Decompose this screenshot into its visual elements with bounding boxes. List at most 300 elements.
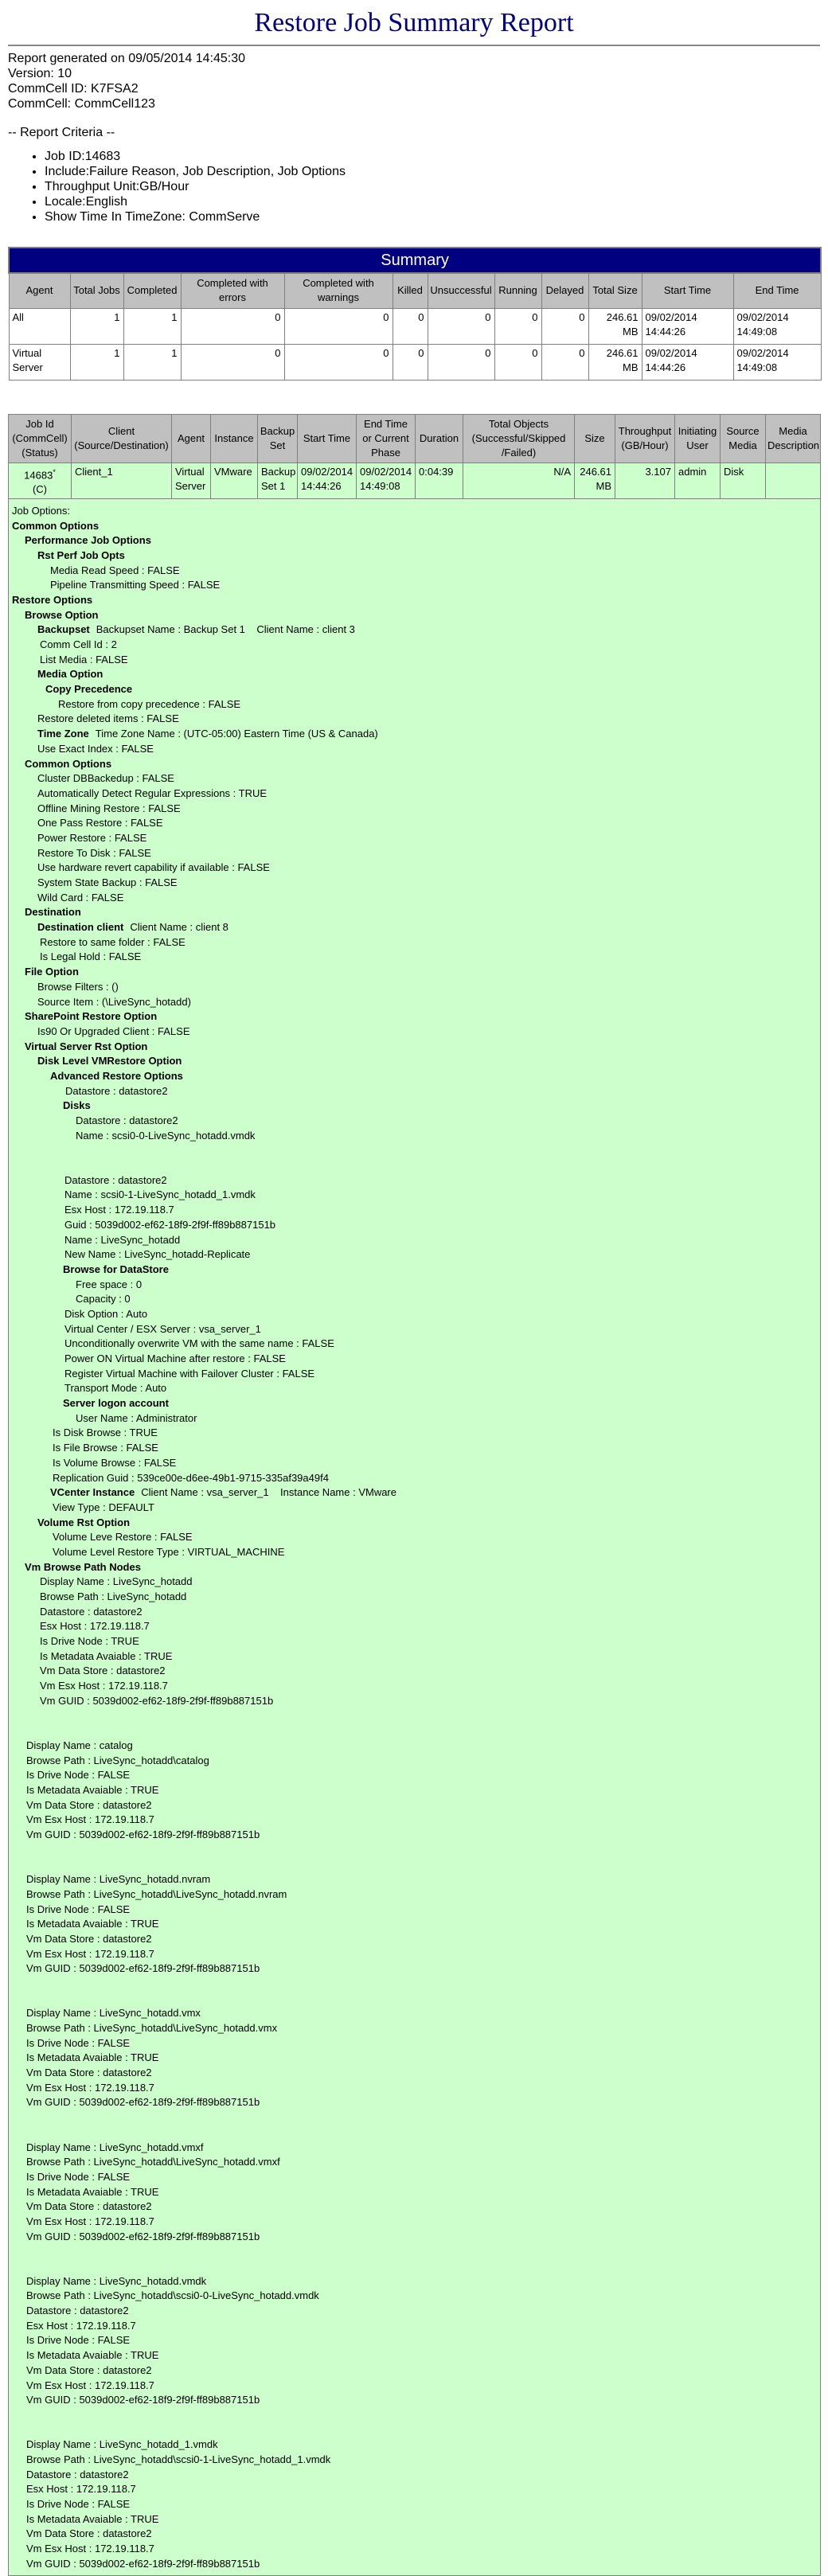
option-line bbox=[12, 2542, 817, 2557]
option-line bbox=[12, 1560, 817, 1575]
options-spacer bbox=[12, 2408, 817, 2437]
option-text: Capacity : 0 bbox=[76, 1293, 131, 1306]
option-text: Volume Leve Restore : FALSE bbox=[53, 1531, 193, 1544]
cell-completed-warnings: 0 bbox=[284, 308, 393, 344]
summary-title: Summary bbox=[9, 248, 821, 273]
col-header: Total Size bbox=[588, 273, 642, 308]
option-text: Browse Path : LiveSync_hotadd\scsi0-0-LiveSync_hotadd.vmdk bbox=[26, 2289, 319, 2302]
criteria-item: • Show Time In TimeZone: CommServe bbox=[45, 209, 820, 224]
option-text: Volume Level Restore Type : VIRTUAL_MACHINE bbox=[53, 1545, 285, 1558]
option-text: Use hardware revert capability if available : FALSE bbox=[37, 861, 270, 874]
option-heading: Server logon account bbox=[63, 1397, 169, 1410]
option-text: Vm Data Store : datastore2 bbox=[26, 2363, 152, 2376]
option-line bbox=[12, 1233, 817, 1248]
option-heading: File Option bbox=[25, 966, 79, 978]
col-header: Delayed bbox=[541, 273, 588, 308]
option-text: Offline Mining Restore : FALSE bbox=[37, 802, 181, 814]
option-line bbox=[12, 1754, 817, 1769]
option-text: Source Item : (\LiveSync_hotadd) bbox=[37, 995, 191, 1008]
option-text: Vm Data Store : datastore2 bbox=[26, 1932, 152, 1945]
job-id-link[interactable]: 14683 bbox=[24, 468, 53, 481]
option-line bbox=[12, 2141, 817, 2156]
option-text: Job Options: bbox=[12, 504, 70, 517]
col-header: Completed bbox=[123, 273, 181, 308]
option-text: Restore To Disk : FALSE bbox=[37, 846, 151, 859]
option-text: Datastore : datastore2 bbox=[26, 2305, 129, 2317]
option-line bbox=[12, 1263, 817, 1278]
cell-initiating-user: admin bbox=[675, 463, 721, 498]
option-line bbox=[12, 2468, 817, 2483]
col-header: Throughput (GB/Hour) bbox=[615, 414, 675, 463]
option-text: Media Read Speed : FALSE bbox=[50, 564, 180, 576]
cell-end-time: 09/02/2014 14:49:08 bbox=[733, 344, 821, 380]
col-header: Client (Source/Destination) bbox=[72, 414, 172, 463]
option-text: Display Name : catalog bbox=[26, 1739, 133, 1751]
job-options-cell bbox=[9, 498, 821, 2575]
option-heading: Copy Precedence bbox=[45, 683, 133, 696]
option-line bbox=[12, 727, 817, 742]
option-line bbox=[12, 1322, 817, 1337]
cell-delayed: 0 bbox=[541, 344, 588, 380]
cell-job-id bbox=[9, 463, 72, 498]
option-line bbox=[12, 876, 817, 891]
option-line bbox=[12, 1590, 817, 1605]
option-text: Vm Data Store : datastore2 bbox=[26, 2067, 152, 2079]
option-line bbox=[12, 2036, 817, 2051]
option-line bbox=[12, 697, 817, 712]
option-line bbox=[12, 1129, 817, 1144]
option-line bbox=[12, 905, 817, 920]
option-text: Is90 Or Upgraded Client : FALSE bbox=[37, 1025, 190, 1037]
option-line bbox=[12, 861, 817, 876]
option-line bbox=[12, 1396, 817, 1411]
option-line bbox=[12, 564, 817, 579]
option-text: Is Metadata Avaiable : TRUE bbox=[26, 1783, 159, 1796]
option-line bbox=[12, 1798, 817, 1813]
option-line bbox=[12, 533, 817, 548]
option-text: Esx Host : 172.19.118.7 bbox=[26, 2483, 136, 2496]
options-spacer bbox=[12, 1143, 817, 1173]
option-text: List Media : FALSE bbox=[40, 653, 128, 665]
option-line bbox=[12, 1783, 817, 1798]
option-line bbox=[12, 2215, 817, 2230]
option-text: Datastore : datastore2 bbox=[64, 1173, 167, 1186]
cell-unsuccessful: 0 bbox=[428, 344, 494, 380]
option-line bbox=[12, 2348, 817, 2363]
option-text: Cluster DBBackedup : FALSE bbox=[37, 772, 174, 785]
option-line bbox=[12, 771, 817, 786]
option-line bbox=[12, 1664, 817, 1679]
option-line bbox=[12, 2453, 817, 2468]
criteria-heading: -- Report Criteria -- bbox=[8, 126, 115, 139]
option-line bbox=[12, 1679, 817, 1694]
option-text: Vm Esx Host : 172.19.118.7 bbox=[26, 2215, 154, 2227]
option-line bbox=[12, 1307, 817, 1322]
option-heading: Common Options bbox=[12, 519, 100, 532]
option-line bbox=[12, 1471, 817, 1486]
cell-total-objects: N/A bbox=[463, 463, 575, 498]
option-text: Disk Option : Auto bbox=[64, 1307, 148, 1320]
job-table bbox=[8, 414, 821, 2576]
option-line bbox=[12, 2333, 817, 2348]
commcell-name: CommCell: CommCell123 bbox=[8, 97, 155, 111]
col-header: Instance bbox=[211, 414, 258, 463]
option-line bbox=[12, 593, 817, 608]
option-detail: Backupset Name : Backup Set 1 Client Name : client 3 bbox=[96, 623, 355, 636]
option-text: Datastore : datastore2 bbox=[40, 1605, 143, 1618]
summary-table bbox=[8, 247, 822, 381]
cell-start-time: 09/02/2014 14:44:26 bbox=[642, 308, 733, 344]
option-line bbox=[12, 995, 817, 1010]
col-header: Source Media bbox=[721, 414, 766, 463]
option-line bbox=[12, 1292, 817, 1307]
cell-source-media: Disk bbox=[721, 463, 766, 498]
title-divider bbox=[8, 45, 820, 46]
cell-running: 0 bbox=[494, 344, 541, 380]
option-text: Vm Data Store : datastore2 bbox=[40, 1665, 166, 1677]
option-heading: Disks bbox=[63, 1099, 91, 1112]
option-text: Is Drive Node : FALSE bbox=[26, 2498, 131, 2511]
col-header: Start Time bbox=[298, 414, 357, 463]
option-line bbox=[12, 1649, 817, 1665]
option-line bbox=[12, 2304, 817, 2319]
option-line bbox=[12, 846, 817, 861]
col-header: Initiating User bbox=[675, 414, 721, 463]
option-text: One Pass Restore : FALSE bbox=[37, 817, 163, 829]
option-heading: Browse for DataStore bbox=[63, 1263, 169, 1275]
option-text: Is Volume Browse : FALSE bbox=[53, 1456, 177, 1469]
option-line bbox=[12, 1485, 817, 1501]
option-text: Vm Esx Host : 172.19.118.7 bbox=[26, 2379, 154, 2391]
option-heading: Vm Browse Path Nodes bbox=[25, 1560, 141, 1573]
cell-agent: All bbox=[9, 308, 70, 344]
option-line bbox=[12, 712, 817, 727]
option-line bbox=[12, 1352, 817, 1367]
option-text: Comm Cell Id : 2 bbox=[40, 638, 117, 651]
option-text: Browse Path : LiveSync_hotadd\catalog bbox=[26, 1754, 209, 1766]
option-line bbox=[12, 2557, 817, 2572]
option-text: Automatically Detect Regular Expressions : TRUE bbox=[37, 786, 268, 799]
option-text: Datastore : datastore2 bbox=[76, 1114, 178, 1127]
option-heading: VCenter Instance bbox=[50, 1486, 135, 1499]
option-text: Vm Esx Host : 172.19.118.7 bbox=[40, 1680, 168, 1692]
option-text: Name : scsi0-0-LiveSync_hotadd.vmdk bbox=[76, 1129, 256, 1142]
option-detail: Time Zone Name : (UTC-05:00) Eastern Time (US & Canada) bbox=[95, 728, 378, 740]
option-text: Vm Esx Host : 172.19.118.7 bbox=[26, 2543, 154, 2555]
option-line bbox=[12, 2230, 817, 2245]
option-text: Power Restore : FALSE bbox=[37, 831, 147, 844]
option-line bbox=[12, 1367, 817, 1382]
option-line bbox=[12, 1025, 817, 1040]
option-line bbox=[12, 2081, 817, 2096]
option-text: User Name : Administrator bbox=[76, 1411, 197, 1424]
col-header: Killed bbox=[393, 273, 428, 308]
option-line bbox=[12, 667, 817, 682]
option-line bbox=[12, 2199, 817, 2215]
option-line bbox=[12, 1961, 817, 1977]
option-text: Browse Path : LiveSync_hotadd\LiveSync_hotadd.vmxf bbox=[26, 2156, 280, 2168]
option-text: Restore deleted items : FALSE bbox=[37, 712, 179, 725]
option-line bbox=[12, 1099, 817, 1114]
option-line bbox=[12, 742, 817, 757]
cell-end-time: 09/02/2014 14:49:08 bbox=[357, 463, 416, 498]
option-line bbox=[12, 519, 817, 534]
cell-agent: Virtual Server bbox=[9, 344, 70, 380]
col-header: Agent bbox=[9, 273, 70, 308]
cell-total-jobs: 1 bbox=[70, 344, 123, 380]
option-line bbox=[12, 1619, 817, 1634]
option-line bbox=[12, 1426, 817, 1441]
option-text: Vm GUID : 5039d002-ef62-18f9-2f9f-ff89b887151b bbox=[26, 2230, 260, 2242]
option-text: Name : LiveSync_hotadd bbox=[64, 1233, 181, 1246]
option-text: Display Name : LiveSync_hotadd.vmx bbox=[26, 2007, 201, 2020]
generated-on: Report generated on 09/05/2014 14:45:30 bbox=[8, 52, 246, 65]
option-line bbox=[12, 2006, 817, 2021]
option-line bbox=[12, 1218, 817, 1233]
col-header: Duration bbox=[416, 414, 463, 463]
option-line bbox=[12, 504, 817, 519]
option-text: Guid : 5039d002-ef62-18f9-2f9f-ff89b887151b bbox=[64, 1218, 276, 1231]
options-spacer bbox=[12, 2110, 817, 2140]
option-line bbox=[12, 1828, 817, 1843]
cell-completed-errors: 0 bbox=[181, 308, 284, 344]
option-text: Display Name : LiveSync_hotadd_1.vmdk bbox=[26, 2438, 218, 2451]
option-line bbox=[12, 1813, 817, 1828]
option-text: Virtual Center / ESX Server : vsa_server_1 bbox=[64, 1322, 261, 1335]
cell-total-size: 246.61 MB bbox=[588, 344, 642, 380]
option-text: Vm GUID : 5039d002-ef62-18f9-2f9f-ff89b887151b bbox=[40, 1694, 274, 1707]
option-text: Is Drive Node : FALSE bbox=[26, 2170, 131, 2183]
option-line bbox=[12, 1530, 817, 1545]
option-text: Esx Host : 172.19.118.7 bbox=[64, 1204, 174, 1216]
option-line bbox=[12, 1917, 817, 1932]
option-text: Vm Data Store : datastore2 bbox=[26, 1798, 152, 1811]
option-line bbox=[12, 1009, 817, 1025]
table-row bbox=[9, 463, 821, 498]
option-text: Transport Mode : Auto bbox=[64, 1382, 167, 1395]
option-line bbox=[12, 2437, 817, 2453]
option-text: Restore from copy precedence : FALSE bbox=[58, 697, 241, 710]
version: Version: 10 bbox=[8, 67, 72, 80]
option-text: Restore to same folder : FALSE bbox=[40, 935, 186, 948]
option-line bbox=[12, 2274, 817, 2289]
option-text: Vm Esx Host : 172.19.118.7 bbox=[26, 1947, 154, 1960]
option-text: Is Drive Node : FALSE bbox=[26, 2036, 131, 2049]
col-header: Total Jobs bbox=[70, 273, 123, 308]
col-header: Completed with errors bbox=[181, 273, 284, 308]
option-text: System State Backup : FALSE bbox=[37, 876, 178, 889]
col-header: Start Time bbox=[642, 273, 733, 308]
option-heading: Disk Level VMRestore Option bbox=[37, 1055, 182, 1067]
option-line bbox=[12, 1872, 817, 1887]
cell-unsuccessful: 0 bbox=[428, 308, 494, 344]
option-line bbox=[12, 1501, 817, 1516]
option-line bbox=[12, 1247, 817, 1263]
option-text: Esx Host : 172.19.118.7 bbox=[40, 1620, 150, 1633]
option-line bbox=[12, 2527, 817, 2542]
col-header: Job Id (CommCell) (Status) bbox=[9, 414, 72, 463]
option-line bbox=[12, 891, 817, 906]
cell-media-description bbox=[766, 463, 821, 498]
option-line bbox=[12, 935, 817, 950]
option-text: Esx Host : 172.19.118.7 bbox=[26, 2319, 136, 2332]
cell-start-time: 09/02/2014 14:44:26 bbox=[642, 344, 733, 380]
col-header: Running bbox=[494, 273, 541, 308]
option-line bbox=[12, 2155, 817, 2170]
option-text: Datastore : datastore2 bbox=[65, 1084, 168, 1097]
option-heading: Media Option bbox=[37, 668, 104, 681]
option-line bbox=[12, 1516, 817, 1531]
option-line bbox=[12, 1887, 817, 1903]
option-text: Is Drive Node : FALSE bbox=[26, 1769, 131, 1782]
criteria-item: • Job ID:14683 bbox=[45, 149, 820, 164]
option-line bbox=[12, 623, 817, 638]
col-header: Completed with warnings bbox=[284, 273, 393, 308]
option-line bbox=[12, 965, 817, 980]
criteria-item: • Locale:English bbox=[45, 194, 820, 209]
option-line bbox=[12, 1739, 817, 1754]
col-header: Size bbox=[575, 414, 615, 463]
criteria-item: • Throughput Unit:GB/Hour bbox=[45, 179, 820, 194]
criteria-list bbox=[8, 149, 820, 224]
option-line bbox=[12, 2095, 817, 2110]
option-line bbox=[12, 2482, 817, 2497]
option-line bbox=[12, 1069, 817, 1084]
option-detail: Client Name : client 8 bbox=[130, 921, 228, 934]
option-text: Display Name : LiveSync_hotadd.vmxf bbox=[26, 2141, 204, 2153]
option-line bbox=[12, 2170, 817, 2185]
option-text: Is Metadata Avaiable : TRUE bbox=[26, 2512, 159, 2525]
cell-size: 246.61 MB bbox=[575, 463, 615, 498]
option-line bbox=[12, 980, 817, 995]
option-line bbox=[12, 1040, 817, 1055]
col-header: Media Description bbox=[766, 414, 821, 463]
option-line bbox=[12, 1337, 817, 1352]
col-header: Backup Set bbox=[258, 414, 298, 463]
option-line bbox=[12, 1545, 817, 1560]
option-line bbox=[12, 831, 817, 846]
col-header: Total Objects (Successful/Skipped /Failed) bbox=[463, 414, 575, 463]
option-heading: Rst Perf Job Opts bbox=[37, 548, 125, 561]
option-text: Name : scsi0-1-LiveSync_hotadd_1.vmdk bbox=[64, 1188, 256, 1201]
option-line bbox=[12, 1456, 817, 1471]
option-line bbox=[12, 2512, 817, 2527]
option-line bbox=[12, 1575, 817, 1590]
report-title: Restore Job Summary Report bbox=[254, 8, 574, 37]
option-text: Is Metadata Avaiable : TRUE bbox=[26, 1918, 159, 1930]
option-text: Is Metadata Avaiable : TRUE bbox=[26, 2051, 159, 2064]
table-row bbox=[9, 344, 821, 380]
commcell-id: CommCell ID: K7FSA2 bbox=[8, 82, 139, 96]
option-line bbox=[12, 2319, 817, 2334]
col-header: Agent bbox=[172, 414, 211, 463]
option-text: Is Drive Node : TRUE bbox=[40, 1635, 139, 1648]
option-text: Is Disk Browse : TRUE bbox=[53, 1427, 158, 1439]
cell-completed: 1 bbox=[123, 308, 181, 344]
option-line bbox=[12, 1694, 817, 1709]
option-line bbox=[12, 1188, 817, 1203]
option-line bbox=[12, 2289, 817, 2304]
cell-instance: VMware bbox=[211, 463, 258, 498]
option-heading: Virtual Server Rst Option bbox=[25, 1040, 148, 1052]
option-line bbox=[12, 1054, 817, 1069]
criteria-item: • Include:Failure Reason, Job Description, Job Options bbox=[45, 164, 820, 179]
option-line bbox=[12, 2363, 817, 2379]
option-text: Vm GUID : 5039d002-ef62-18f9-2f9f-ff89b887151b bbox=[26, 2557, 260, 2570]
option-text: Browse Filters : () bbox=[37, 980, 119, 993]
table-row bbox=[9, 308, 821, 344]
cell-end-time: 09/02/2014 14:49:08 bbox=[733, 308, 821, 344]
option-line bbox=[12, 920, 817, 935]
option-line bbox=[12, 1084, 817, 1099]
option-heading: Time Zone bbox=[37, 728, 89, 740]
option-line bbox=[12, 1203, 817, 1218]
option-line bbox=[12, 1947, 817, 1962]
option-line bbox=[12, 2021, 817, 2036]
col-header: Unsuccessful bbox=[428, 273, 494, 308]
options-spacer bbox=[12, 1977, 817, 2006]
option-line bbox=[12, 786, 817, 802]
option-text: Is Legal Hold : FALSE bbox=[40, 950, 142, 963]
cell-total-jobs: 1 bbox=[70, 308, 123, 344]
option-text: Browse Path : LiveSync_hotadd bbox=[40, 1590, 187, 1603]
cell-backup-set: Backup Set 1 bbox=[258, 463, 298, 498]
option-line bbox=[12, 950, 817, 965]
option-text: Pipeline Transmitting Speed : FALSE bbox=[50, 579, 221, 591]
option-text: Vm Data Store : datastore2 bbox=[26, 2200, 152, 2213]
option-line bbox=[12, 608, 817, 623]
cell-killed: 0 bbox=[393, 344, 428, 380]
option-text: Vm GUID : 5039d002-ef62-18f9-2f9f-ff89b887151b bbox=[26, 2394, 260, 2406]
col-header: End Time or Current Phase bbox=[357, 414, 416, 463]
option-line bbox=[12, 1381, 817, 1396]
option-detail: Client Name : vsa_server_1 Instance Name : VMware bbox=[141, 1486, 396, 1499]
option-text: Browse Path : LiveSync_hotadd\LiveSync_hotadd.nvram bbox=[26, 1887, 287, 1900]
option-line bbox=[12, 653, 817, 668]
cell-start-time: 09/02/2014 14:44:26 bbox=[298, 463, 357, 498]
job-options-list bbox=[12, 504, 817, 2572]
option-text: Datastore : datastore2 bbox=[26, 2468, 129, 2480]
option-text: Vm GUID : 5039d002-ef62-18f9-2f9f-ff89b887151b bbox=[26, 1829, 260, 1841]
cell-duration: 0:04:39 bbox=[416, 463, 463, 498]
option-line bbox=[12, 2393, 817, 2408]
option-text: Is Metadata Avaiable : TRUE bbox=[26, 2349, 159, 2362]
option-line bbox=[12, 1114, 817, 1129]
option-line bbox=[12, 2066, 817, 2081]
option-text: Vm GUID : 5039d002-ef62-18f9-2f9f-ff89b887151b bbox=[26, 1962, 260, 1975]
option-line bbox=[12, 1634, 817, 1649]
cell-client: Client_1 bbox=[72, 463, 172, 498]
cell-throughput: 3.107 bbox=[615, 463, 675, 498]
option-line bbox=[12, 2497, 817, 2512]
cell-delayed: 0 bbox=[541, 308, 588, 344]
option-text: Is Drive Node : FALSE bbox=[26, 1903, 131, 1915]
option-text: Browse Path : LiveSync_hotadd\scsi0-1-LiveSync_hotadd_1.vmdk bbox=[26, 2453, 331, 2465]
option-heading: Backupset bbox=[37, 623, 90, 636]
report-meta bbox=[8, 51, 820, 111]
option-line bbox=[12, 1173, 817, 1188]
option-text: Use Exact Index : FALSE bbox=[37, 742, 154, 755]
option-line bbox=[12, 1903, 817, 1918]
option-text: Vm Esx Host : 172.19.118.7 bbox=[26, 1813, 154, 1826]
option-text: Free space : 0 bbox=[76, 1278, 143, 1290]
cell-killed: 0 bbox=[393, 308, 428, 344]
option-text: New Name : LiveSync_hotadd-Replicate bbox=[64, 1248, 251, 1261]
option-text: View Type : DEFAULT bbox=[53, 1501, 154, 1513]
option-text: Is Drive Node : FALSE bbox=[26, 2334, 131, 2347]
options-spacer bbox=[12, 1709, 817, 1739]
option-line bbox=[12, 757, 817, 772]
